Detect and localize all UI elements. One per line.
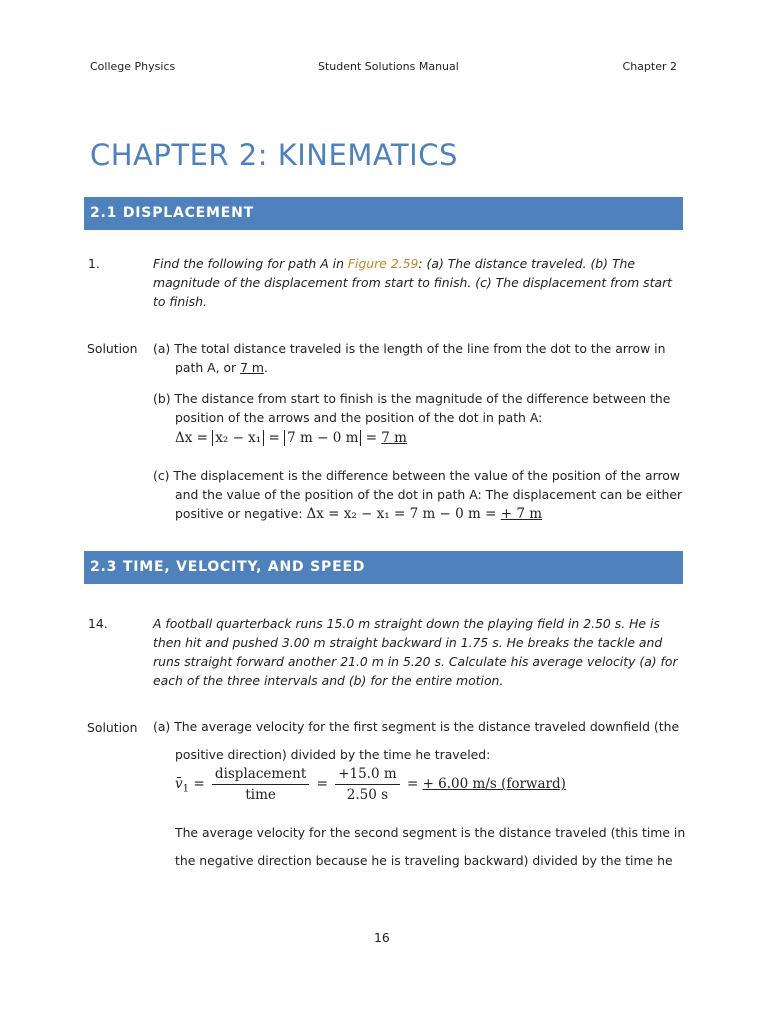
answer-text: The average velocity for the second segment is the distance traveled (this time in <box>175 825 686 840</box>
problem-number: 1. <box>88 256 100 271</box>
solution-part-b <box>153 389 693 448</box>
problem-question: A football quarterback runs 15.0 m straight down the playing field in 2.50 s. He is then hit and pushed 3.00 m straight backward in 1.75 s. He breaks the tackle and runs straight forward another 21.0 m in 5.20 s. Calculate his average velocity (a) for each of the three intervals and (b) for the entire motion. <box>153 616 678 688</box>
solution-part-a <box>153 339 693 377</box>
solution-label: Solution <box>87 341 138 356</box>
answer-text: (c) The displacement is the difference between the value of the position of the arrow <box>153 468 681 483</box>
page-number: 16 <box>374 930 390 945</box>
header-manual-title: Student Solutions Manual <box>318 60 459 73</box>
header-book-title: College Physics <box>90 60 176 73</box>
question-text: Find the following for path A in <box>153 256 348 271</box>
section-heading-velocity: 2.3 TIME, VELOCITY, AND SPEED <box>84 551 683 584</box>
header-chapter: Chapter 2 <box>622 60 677 73</box>
answer-text: (a) The total distance traveled is the length of the line from the dot to the arrow in <box>153 341 666 356</box>
equation-displacement: Δx = x₂ − x₁ = 7 m − 0 m = + 7 m <box>306 506 543 522</box>
solution-part-c <box>153 466 693 524</box>
chapter-title: CHAPTER 2: KINEMATICS <box>90 138 458 172</box>
answer-text: position of the arrows and the position of the dot in path A: <box>175 410 543 425</box>
question-text: : (a) The distance traveled. (b) The magnitude of the displacement from start to finish. (c) The displacement from start to finish. <box>153 256 673 309</box>
equation-displacement-magnitude: Δx = x₂ − x₁ = 7 m − 0 m = 7 m <box>175 430 407 446</box>
answer-text: positive direction) divided by the time he traveled: <box>175 747 491 762</box>
solution-paragraph <box>153 819 693 875</box>
equation-average-velocity: $v_1$ = $\frac{\text{displacement}}{\text{time}}$ = $\frac{+15.0 m}{2.50 s}$ = + 6.00 m/s (forward) <box>175 766 566 803</box>
solution-label: Solution <box>87 720 138 735</box>
solution-part-a <box>153 713 693 769</box>
answer-text: the negative direction because he is traveling backward) divided by the time he <box>175 853 673 868</box>
problem-question <box>153 254 688 311</box>
answer-value: 7 m <box>240 360 264 375</box>
problem-number: 14. <box>88 616 108 631</box>
answer-text: (b) The distance from start to finish is the magnitude of the difference between the <box>153 391 671 406</box>
figure-link[interactable]: Figure 2.59 <box>347 256 419 271</box>
answer-text: and the value of the position of the dot in path A: The displacement can be either <box>175 487 683 502</box>
section-heading-displacement: 2.1 DISPLACEMENT <box>84 197 683 230</box>
answer-text: (a) The average velocity for the first segment is the distance traveled downfield (the <box>153 719 680 734</box>
answer-text: positive or negative: Δx = x₂ − x₁ = 7 m − 0 m = + 7 m <box>175 506 543 522</box>
answer-text: path A, or 7 m. <box>175 360 268 375</box>
